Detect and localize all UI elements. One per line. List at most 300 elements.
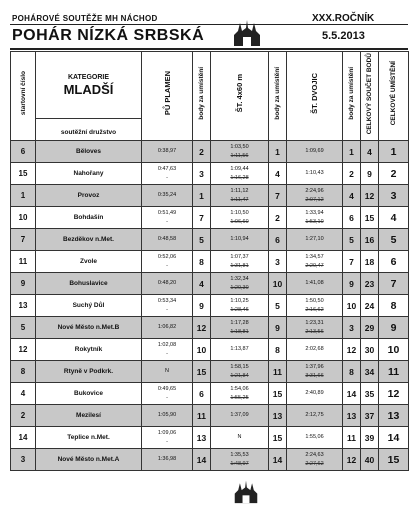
total-points-value: 4 xyxy=(367,146,372,157)
team-name xyxy=(36,405,142,427)
col-relay-points-header xyxy=(269,52,287,141)
dvojic-time-1: 2:24,96 xyxy=(305,187,324,194)
dvojic-points xyxy=(343,449,361,471)
team-name-value: Mezilesí xyxy=(76,412,101,419)
dvojic-points-value: 4 xyxy=(349,190,354,201)
team-name xyxy=(36,427,142,449)
start-number-value: 11 xyxy=(18,257,28,266)
table-row xyxy=(11,295,409,317)
start-number xyxy=(11,141,36,163)
pp-points xyxy=(193,185,211,207)
pp-time xyxy=(142,185,193,207)
team-name xyxy=(36,317,142,339)
relay-time-1: 1:17,28 xyxy=(230,319,249,326)
dvojic-points-value: 11 xyxy=(347,432,356,443)
dvojic-points-value: 7 xyxy=(349,256,354,267)
relay-points xyxy=(269,383,287,405)
pp-time-1: 0:52,06 xyxy=(157,253,177,260)
pp-points xyxy=(193,141,211,163)
pp-time-2: - xyxy=(166,438,168,445)
team-name-value: Bohuslavice xyxy=(69,280,108,287)
relay-time xyxy=(211,207,269,229)
dvojic-time xyxy=(287,251,343,273)
col-category-header xyxy=(36,52,142,119)
dvojic-time xyxy=(287,207,343,229)
dvojic-time-1: 1:23,31 xyxy=(305,319,324,326)
table-row xyxy=(11,273,409,295)
col-place-label: CELKOVÉ UMÍSTĚNÍ xyxy=(390,61,397,126)
pp-time xyxy=(142,317,193,339)
dvojic-time-2: 1:53,10 xyxy=(305,218,324,225)
start-number-value: 10 xyxy=(18,213,28,222)
team-name xyxy=(36,295,142,317)
competition-series: POHÁROVÉ SOUTĚŽE MH NÁCHOD xyxy=(12,14,158,23)
edition-label: XXX.ROČNÍK xyxy=(312,13,375,24)
dvojic-time-2: 2:20,47 xyxy=(305,262,324,269)
pp-points-value: 2 xyxy=(199,146,204,157)
relay-time xyxy=(211,405,269,427)
total-points-value: 24 xyxy=(364,300,375,311)
dvojic-points xyxy=(343,207,361,229)
team-name xyxy=(36,185,142,207)
pp-time-1: 1:09,06 xyxy=(157,429,177,436)
relay-time-1: 1:37,09 xyxy=(230,412,249,418)
dvojic-points-value: 8 xyxy=(349,366,354,377)
start-number xyxy=(11,229,36,251)
relay-points xyxy=(269,427,287,449)
team-name-value: Teplice n.Met. xyxy=(67,434,110,441)
total-points xyxy=(361,273,379,295)
dvojic-time-1: 1:10,43 xyxy=(305,170,324,176)
results-table xyxy=(10,51,409,471)
pp-time-1: 0:53,34 xyxy=(157,297,177,304)
dvojic-points xyxy=(343,383,361,405)
dvojic-time-1: 1:41,08 xyxy=(305,280,324,286)
relay-time-2: 1:18,81 xyxy=(230,328,249,335)
final-place xyxy=(379,185,409,207)
dvojic-points xyxy=(343,163,361,185)
dvojic-points-value: 5 xyxy=(349,234,354,245)
dvojic-time xyxy=(287,361,343,383)
final-place xyxy=(379,273,409,295)
pp-time-2: - xyxy=(166,394,168,401)
relay-time-2: 1:06,60 xyxy=(230,218,249,225)
relay-points xyxy=(269,361,287,383)
pp-time-1: 1:36,98 xyxy=(157,456,177,462)
results-body xyxy=(11,141,409,471)
event-date: 5.5.2013 xyxy=(322,30,365,42)
table-row xyxy=(11,317,409,339)
table-row xyxy=(11,229,409,251)
relay-points xyxy=(269,185,287,207)
total-points xyxy=(361,229,379,251)
pp-time-1: 0:47,63 xyxy=(157,165,177,172)
dvojic-time-1: 1:34,57 xyxy=(305,253,324,260)
col-start-label: startovní číslo xyxy=(19,71,27,116)
pp-time-1: 1:05,90 xyxy=(157,412,177,418)
dvojic-time-2: 2:13,56 xyxy=(305,328,324,335)
pp-points xyxy=(193,229,211,251)
dvojic-points-value: 10 xyxy=(346,300,357,311)
pp-time-1: 1:06,82 xyxy=(157,324,177,330)
relay-points-value: 1 xyxy=(275,146,280,157)
relay-time xyxy=(211,317,269,339)
col-team-header xyxy=(36,119,142,141)
pp-time-2: - xyxy=(166,306,168,313)
relay-time xyxy=(211,449,269,471)
dvojic-time-1: 2:24,63 xyxy=(305,451,324,458)
final-place xyxy=(379,141,409,163)
start-number-value: 9 xyxy=(20,279,26,288)
final-place xyxy=(379,317,409,339)
pp-time xyxy=(142,141,193,163)
dvojic-time-1: 2:40,89 xyxy=(305,390,324,396)
dvojic-points xyxy=(343,141,361,163)
table-row xyxy=(11,207,409,229)
final-place xyxy=(379,295,409,317)
dvojic-time-1: 1:37,96 xyxy=(305,363,324,370)
dvojic-time xyxy=(287,449,343,471)
dvojic-points-value: 6 xyxy=(349,212,354,223)
start-number xyxy=(11,207,36,229)
start-number-value: 14 xyxy=(18,433,28,442)
total-points xyxy=(361,251,379,273)
dvojic-points xyxy=(343,251,361,273)
team-name-value: Bohdašín xyxy=(73,214,104,221)
final-place-value: 11 xyxy=(387,365,400,378)
col-relay-header xyxy=(211,52,269,141)
final-place xyxy=(379,383,409,405)
relay-time xyxy=(211,295,269,317)
relay-time xyxy=(211,361,269,383)
pp-points-value: 12 xyxy=(196,322,207,333)
relay-points xyxy=(269,449,287,471)
dvojic-points-value: 12 xyxy=(346,344,357,355)
pp-time xyxy=(142,405,193,427)
start-number-value: 1 xyxy=(20,191,26,200)
dvojic-time xyxy=(287,405,343,427)
col-dvojic-header xyxy=(287,52,343,141)
col-total-label: CELKOVÝ SOUČET BODŮ xyxy=(366,52,373,135)
relay-time-1: 1:35,53 xyxy=(230,451,249,458)
relay-points xyxy=(269,405,287,427)
dvojic-time xyxy=(287,185,343,207)
table-row xyxy=(11,427,409,449)
relay-time-1: 1:10,50 xyxy=(230,209,249,216)
pp-points xyxy=(193,251,211,273)
team-name xyxy=(36,361,142,383)
start-number xyxy=(11,317,36,339)
relay-time xyxy=(211,163,269,185)
dvojic-time-1: 2:12,75 xyxy=(305,412,324,418)
dvojic-time-2: 2:27,62 xyxy=(305,460,324,467)
start-number-value: 2 xyxy=(20,411,26,420)
total-points xyxy=(361,185,379,207)
pp-time-1: 0:38,97 xyxy=(157,148,177,154)
pp-points xyxy=(193,295,211,317)
total-points xyxy=(361,295,379,317)
pp-points xyxy=(193,383,211,405)
col-dvojic-points-label: body za umístění xyxy=(348,67,355,120)
team-name xyxy=(36,339,142,361)
category-value: MLADŠÍ xyxy=(63,81,114,97)
pp-time-1: N xyxy=(165,368,169,374)
dvojic-time xyxy=(287,295,343,317)
dvojic-time xyxy=(287,383,343,405)
final-place-value: 13 xyxy=(387,409,400,422)
relay-points xyxy=(269,207,287,229)
relay-time-1: 1:54,06 xyxy=(230,385,249,392)
dvojic-time-1: 1:50,50 xyxy=(305,297,324,304)
relay-points xyxy=(269,141,287,163)
relay-time-2: 1:20,30 xyxy=(230,284,249,291)
category-label: KATEGORIE xyxy=(67,73,110,81)
col-dvojic-label: ŠT. DVOJIC xyxy=(310,73,319,114)
relay-points-value: 5 xyxy=(275,300,280,311)
dvojic-points xyxy=(343,361,361,383)
dvojic-time-2: 2:16,62 xyxy=(305,306,324,313)
pp-points-value: 14 xyxy=(196,454,207,465)
col-pp-points-header xyxy=(193,52,211,141)
pp-time xyxy=(142,295,193,317)
relay-time-1: 1:32,34 xyxy=(230,275,249,282)
relay-points-value: 13 xyxy=(272,410,283,421)
pp-time-1: 0:49,65 xyxy=(157,385,177,392)
relay-time-1: N xyxy=(237,434,242,440)
pp-time-2: - xyxy=(166,218,168,225)
page-title: POHÁR NÍZKÁ SRBSKÁ xyxy=(12,27,205,44)
pp-time-1: 0:48,58 xyxy=(157,236,177,242)
dvojic-points xyxy=(343,405,361,427)
dvojic-time-2: 3:31,66 xyxy=(305,372,324,379)
pp-time xyxy=(142,339,193,361)
final-place xyxy=(379,251,409,273)
table-row xyxy=(11,141,409,163)
pp-time xyxy=(142,383,193,405)
final-place-value: 12 xyxy=(387,387,400,400)
pp-points-value: 13 xyxy=(196,432,207,443)
start-number-value: 15 xyxy=(18,169,28,178)
castle-logo-icon xyxy=(232,17,262,47)
team-name-value: Bukovice xyxy=(74,390,103,397)
start-number xyxy=(11,339,36,361)
total-points-value: 40 xyxy=(364,454,375,465)
start-number xyxy=(11,295,36,317)
final-place xyxy=(379,229,409,251)
dvojic-points-value: 9 xyxy=(349,278,354,289)
dvojic-time-1: 1:33,94 xyxy=(305,209,324,216)
start-number-value: 4 xyxy=(20,389,26,398)
relay-time xyxy=(211,229,269,251)
relay-time xyxy=(211,339,269,361)
total-points-value: 23 xyxy=(364,278,375,289)
dvojic-points xyxy=(343,427,361,449)
dvojic-points xyxy=(343,317,361,339)
col-start-header xyxy=(11,52,36,141)
pp-time xyxy=(142,163,193,185)
col-relay-points-label: body za umístění xyxy=(274,67,281,120)
dvojic-time xyxy=(287,339,343,361)
col-total-header xyxy=(361,52,379,141)
team-name xyxy=(36,141,142,163)
dvojic-time xyxy=(287,163,343,185)
team-name-value: Suchý Důl xyxy=(72,302,105,309)
total-points-value: 39 xyxy=(364,432,375,443)
relay-time xyxy=(211,141,269,163)
dvojic-points-value: 2 xyxy=(349,168,354,179)
team-name-value: Rokytník xyxy=(74,346,103,353)
team-name xyxy=(36,229,142,251)
pp-time-2: - xyxy=(166,174,168,181)
relay-points xyxy=(269,163,287,185)
final-place-value: 15 xyxy=(387,453,400,466)
team-name-value: Bezděkov n.Met. xyxy=(63,236,114,243)
total-points xyxy=(361,141,379,163)
total-points xyxy=(361,449,379,471)
team-name xyxy=(36,383,142,405)
relay-time-2: 1:16,28 xyxy=(230,174,249,181)
total-points-value: 16 xyxy=(364,234,375,245)
total-points xyxy=(361,163,379,185)
final-place-value: 1 xyxy=(390,145,397,158)
relay-time-2: 1:48,97 xyxy=(230,460,249,467)
dvojic-time-2: 2:07,12 xyxy=(305,196,324,203)
pp-time-1: 0:48,20 xyxy=(157,280,177,286)
total-points xyxy=(361,383,379,405)
final-place xyxy=(379,427,409,449)
relay-time xyxy=(211,383,269,405)
relay-points-value: 6 xyxy=(275,234,280,245)
table-row xyxy=(11,449,409,471)
pp-time xyxy=(142,273,193,295)
relay-points-value: 10 xyxy=(272,278,283,289)
final-place xyxy=(379,339,409,361)
table-row xyxy=(11,339,409,361)
pp-points xyxy=(193,427,211,449)
pp-points xyxy=(193,207,211,229)
relay-time xyxy=(211,251,269,273)
pp-points-value: 3 xyxy=(199,168,204,179)
total-points-value: 12 xyxy=(364,190,375,201)
final-place-value: 10 xyxy=(387,343,400,356)
col-place-header xyxy=(379,52,409,141)
relay-points-value: 8 xyxy=(275,344,280,355)
total-points-value: 34 xyxy=(364,366,375,377)
dvojic-points-value: 3 xyxy=(349,322,354,333)
relay-points-value: 15 xyxy=(272,388,283,399)
start-number-value: 8 xyxy=(20,367,26,376)
final-place-value: 8 xyxy=(390,299,397,312)
pp-time xyxy=(142,449,193,471)
dvojic-time xyxy=(287,317,343,339)
final-place-value: 4 xyxy=(390,211,397,224)
dvojic-points-value: 1 xyxy=(349,146,354,157)
dvojic-points-value: 14 xyxy=(346,388,357,399)
final-place-value: 5 xyxy=(390,233,397,246)
relay-points-value: 7 xyxy=(275,190,280,201)
final-place xyxy=(379,405,409,427)
relay-time-2: 1:31,81 xyxy=(230,262,249,269)
start-number-value: 3 xyxy=(20,455,26,464)
pp-points-value: 4 xyxy=(199,278,204,289)
dvojic-time xyxy=(287,427,343,449)
col-dvojic-points-header xyxy=(343,52,361,141)
total-points-value: 30 xyxy=(364,344,375,355)
final-place xyxy=(379,207,409,229)
team-name-value: Nové Město n.Met.B xyxy=(57,324,120,331)
start-number xyxy=(11,273,36,295)
start-number-value: 6 xyxy=(20,147,26,156)
relay-time-2: 1:11,56 xyxy=(230,152,249,159)
dvojic-points xyxy=(343,185,361,207)
pp-points-value: 1 xyxy=(199,190,204,201)
start-number xyxy=(11,383,36,405)
start-number xyxy=(11,405,36,427)
pp-points xyxy=(193,449,211,471)
dvojic-time-1: 1:55,06 xyxy=(305,434,324,440)
pp-time-2: - xyxy=(166,262,168,269)
pp-points xyxy=(193,317,211,339)
dvojic-points xyxy=(343,273,361,295)
pp-time xyxy=(142,207,193,229)
pp-points xyxy=(193,163,211,185)
dvojic-points xyxy=(343,229,361,251)
relay-time-2: 1:55,25 xyxy=(230,394,249,401)
total-points xyxy=(361,339,379,361)
final-place-value: 6 xyxy=(390,255,397,268)
total-points xyxy=(361,317,379,339)
relay-time-1: 1:10,25 xyxy=(230,297,249,304)
final-place xyxy=(379,361,409,383)
pp-points-value: 15 xyxy=(196,366,207,377)
relay-time-2: 1:21,84 xyxy=(230,372,249,379)
relay-points xyxy=(269,251,287,273)
total-points xyxy=(361,361,379,383)
header-underline xyxy=(10,48,408,50)
total-points-value: 37 xyxy=(364,410,375,421)
total-points-value: 18 xyxy=(364,256,375,267)
relay-points-value: 14 xyxy=(272,454,283,465)
pp-points-value: 5 xyxy=(199,234,204,245)
table-row xyxy=(11,163,409,185)
total-points xyxy=(361,427,379,449)
team-name-value: Rtyně v Podkrk. xyxy=(63,368,114,375)
final-place-value: 14 xyxy=(387,431,400,444)
relay-points-value: 11 xyxy=(273,366,282,377)
relay-points-value: 4 xyxy=(275,168,280,179)
relay-time-1: 1:03,50 xyxy=(230,143,249,150)
start-number xyxy=(11,427,36,449)
col-team-label: soutěžní družstvo xyxy=(60,128,117,136)
relay-points-value: 3 xyxy=(275,256,280,267)
pp-points xyxy=(193,273,211,295)
relay-time-1: 1:07,37 xyxy=(230,253,249,260)
total-points-value: 35 xyxy=(364,388,375,399)
header-divider xyxy=(10,24,408,25)
relay-time-1: 1:10,94 xyxy=(230,236,249,242)
relay-points xyxy=(269,317,287,339)
total-points-value: 15 xyxy=(364,212,375,223)
pp-time xyxy=(142,427,193,449)
final-place-value: 7 xyxy=(390,277,397,290)
final-place-value: 9 xyxy=(390,321,397,334)
pp-points-value: 11 xyxy=(197,410,206,421)
col-pp-points-label: body za umístění xyxy=(198,67,205,120)
start-number xyxy=(11,251,36,273)
team-name-value: Nové Město n.Met.A xyxy=(57,456,120,463)
relay-time-1: 1:09,44 xyxy=(230,165,249,172)
table-row xyxy=(11,383,409,405)
